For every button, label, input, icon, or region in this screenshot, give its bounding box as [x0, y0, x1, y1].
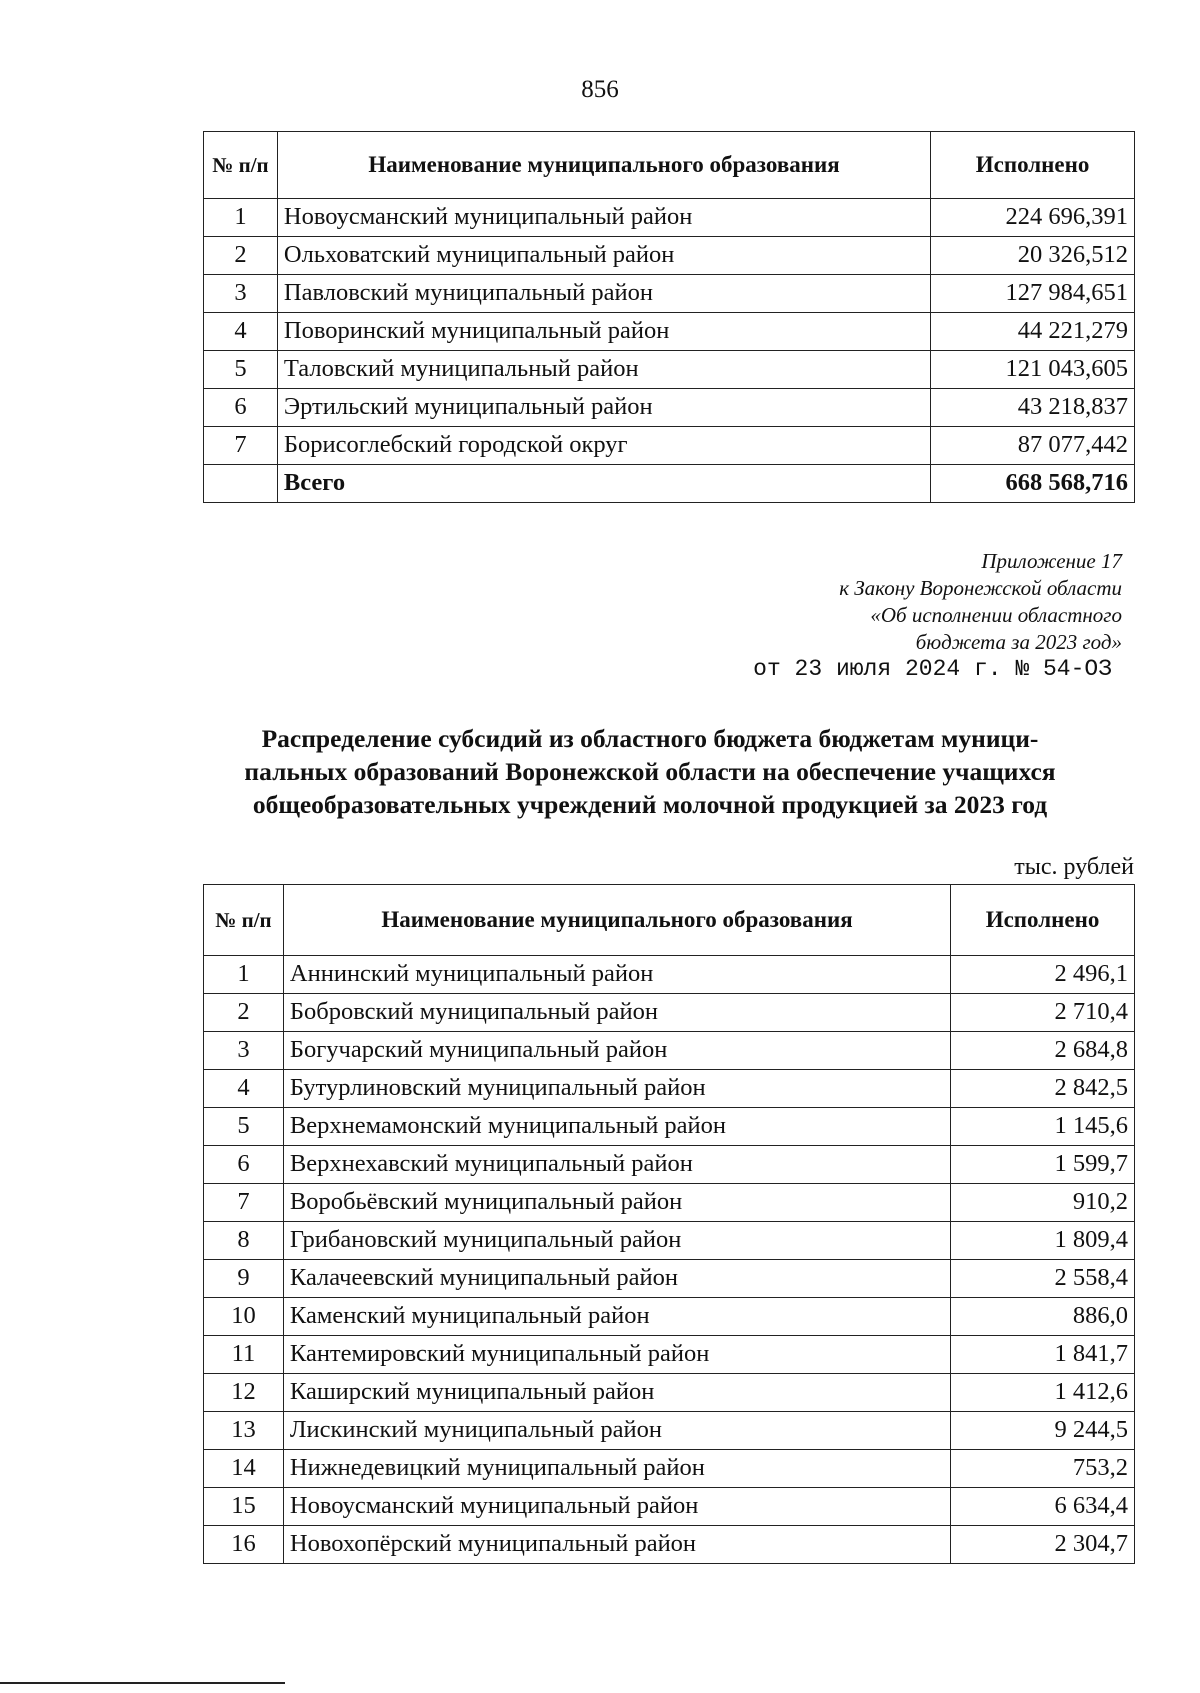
row-value: 20 326,512 [931, 237, 1135, 275]
row-value: 910,2 [951, 1184, 1135, 1222]
table-row [204, 1450, 1135, 1488]
row-name: Калачеевский муниципальный район [283, 1260, 950, 1298]
row-name: Борисоглебский городской округ [277, 427, 930, 465]
table-row [204, 1070, 1135, 1108]
row-num: 3 [204, 1032, 284, 1070]
table-row [204, 313, 1135, 351]
row-num: 12 [204, 1374, 284, 1412]
units-label: тыс. рублей [1014, 854, 1134, 880]
row-name: Воробьёвский муниципальный район [283, 1184, 950, 1222]
header-name: Наименование муниципального образования [283, 885, 950, 956]
title-line: пальных образований Воронежской области на обеспечение учащихся [244, 757, 1056, 786]
row-num: 5 [204, 1108, 284, 1146]
document-title [150, 722, 1150, 821]
table-row [204, 1336, 1135, 1374]
table-row [204, 956, 1135, 994]
row-value: 87 077,442 [931, 427, 1135, 465]
row-num: 2 [204, 237, 278, 275]
row-name: Лискинский муниципальный район [283, 1412, 950, 1450]
row-name: Поворинский муниципальный район [277, 313, 930, 351]
row-value: 127 984,651 [931, 275, 1135, 313]
row-value: 224 696,391 [931, 199, 1135, 237]
row-num: 16 [204, 1526, 284, 1564]
row-num: 14 [204, 1450, 284, 1488]
row-value: 9 244,5 [951, 1412, 1135, 1450]
table-row [204, 389, 1135, 427]
row-value: 1 841,7 [951, 1336, 1135, 1374]
appendix-line: Приложение 17 [981, 549, 1122, 573]
row-name: Верхнехавский муниципальный район [283, 1146, 950, 1184]
page-number: 856 [581, 76, 619, 103]
row-name: Таловский муниципальный район [277, 351, 930, 389]
total-num [204, 465, 278, 503]
row-num: 13 [204, 1412, 284, 1450]
row-num: 6 [204, 1146, 284, 1184]
header-num: № п/п [204, 132, 278, 199]
row-num: 10 [204, 1298, 284, 1336]
table-header-row [204, 132, 1135, 199]
row-name: Новохопёрский муниципальный район [283, 1526, 950, 1564]
row-value: 1 145,6 [951, 1108, 1135, 1146]
table-row [204, 1146, 1135, 1184]
row-num: 1 [204, 956, 284, 994]
row-value: 44 221,279 [931, 313, 1135, 351]
row-num: 4 [204, 1070, 284, 1108]
row-value: 43 218,837 [931, 389, 1135, 427]
row-num: 1 [204, 199, 278, 237]
table-row [204, 1222, 1135, 1260]
row-num: 4 [204, 313, 278, 351]
table-executed-prev [203, 131, 1135, 503]
row-value: 2 304,7 [951, 1526, 1135, 1564]
table-row [204, 1374, 1135, 1412]
row-name: Бутурлиновский муниципальный район [283, 1070, 950, 1108]
row-name: Нижнедевицкий муниципальный район [283, 1450, 950, 1488]
table-row [204, 1298, 1135, 1336]
title-line: Распределение субсидий из областного бюджета бюджетам муници- [261, 724, 1039, 753]
row-value: 2 710,4 [951, 994, 1135, 1032]
table-row [204, 351, 1135, 389]
footnote-divider [0, 1682, 285, 1684]
appendix-date: от 23 июля 2024 г. № 54-ОЗ [753, 656, 1112, 682]
row-value: 2 842,5 [951, 1070, 1135, 1108]
table-row [204, 1488, 1135, 1526]
row-value: 753,2 [951, 1450, 1135, 1488]
row-name: Верхнемамонский муниципальный район [283, 1108, 950, 1146]
row-value: 1 412,6 [951, 1374, 1135, 1412]
header-value: Исполнено [931, 132, 1135, 199]
table-row [204, 1108, 1135, 1146]
row-num: 6 [204, 389, 278, 427]
table-row [204, 427, 1135, 465]
total-value: 668 568,716 [931, 465, 1135, 503]
row-name: Новоусманский муниципальный район [283, 1488, 950, 1526]
row-name: Новоусманский муниципальный район [277, 199, 930, 237]
row-num: 2 [204, 994, 284, 1032]
row-name: Аннинский муниципальный район [283, 956, 950, 994]
row-value: 6 634,4 [951, 1488, 1135, 1526]
row-name: Бобровский муниципальный район [283, 994, 950, 1032]
table-row [204, 1032, 1135, 1070]
row-name: Богучарский муниципальный район [283, 1032, 950, 1070]
title-line: общеобразовательных учреждений молочной продукцией за 2023 год [252, 790, 1048, 819]
row-name: Каменский муниципальный район [283, 1298, 950, 1336]
row-name: Кантемировский муниципальный район [283, 1336, 950, 1374]
row-num: 15 [204, 1488, 284, 1526]
table-row [204, 275, 1135, 313]
row-num: 3 [204, 275, 278, 313]
table-header-row [204, 885, 1135, 956]
appendix-line: к Закону Воронежской области [839, 576, 1122, 600]
row-name: Каширский муниципальный район [283, 1374, 950, 1412]
table-total-row [204, 465, 1135, 503]
table-row [204, 994, 1135, 1032]
row-num: 9 [204, 1260, 284, 1298]
row-num: 8 [204, 1222, 284, 1260]
row-num: 11 [204, 1336, 284, 1374]
row-name: Ольховатский муниципальный район [277, 237, 930, 275]
table-row [204, 1526, 1135, 1564]
row-num: 7 [204, 1184, 284, 1222]
table-row [204, 237, 1135, 275]
row-value: 2 684,8 [951, 1032, 1135, 1070]
appendix-line: бюджета за 2023 год» [915, 630, 1122, 654]
table-row [204, 1260, 1135, 1298]
row-name: Грибановский муниципальный район [283, 1222, 950, 1260]
table-milk-subsidies [203, 884, 1135, 1564]
appendix-line: «Об исполнении областного [870, 603, 1122, 627]
table-row [204, 1412, 1135, 1450]
row-value: 2 496,1 [951, 956, 1135, 994]
appendix-note [753, 548, 1122, 683]
row-value: 886,0 [951, 1298, 1135, 1336]
header-num: № п/п [204, 885, 284, 956]
table-row [204, 199, 1135, 237]
total-label: Всего [277, 465, 930, 503]
row-value: 121 043,605 [931, 351, 1135, 389]
row-name: Эртильский муниципальный район [277, 389, 930, 427]
table-row [204, 1184, 1135, 1222]
header-name: Наименование муниципального образования [277, 132, 930, 199]
row-value: 1 599,7 [951, 1146, 1135, 1184]
row-value: 1 809,4 [951, 1222, 1135, 1260]
row-num: 5 [204, 351, 278, 389]
row-name: Павловский муниципальный район [277, 275, 930, 313]
header-value: Исполнено [951, 885, 1135, 956]
row-num: 7 [204, 427, 278, 465]
row-value: 2 558,4 [951, 1260, 1135, 1298]
